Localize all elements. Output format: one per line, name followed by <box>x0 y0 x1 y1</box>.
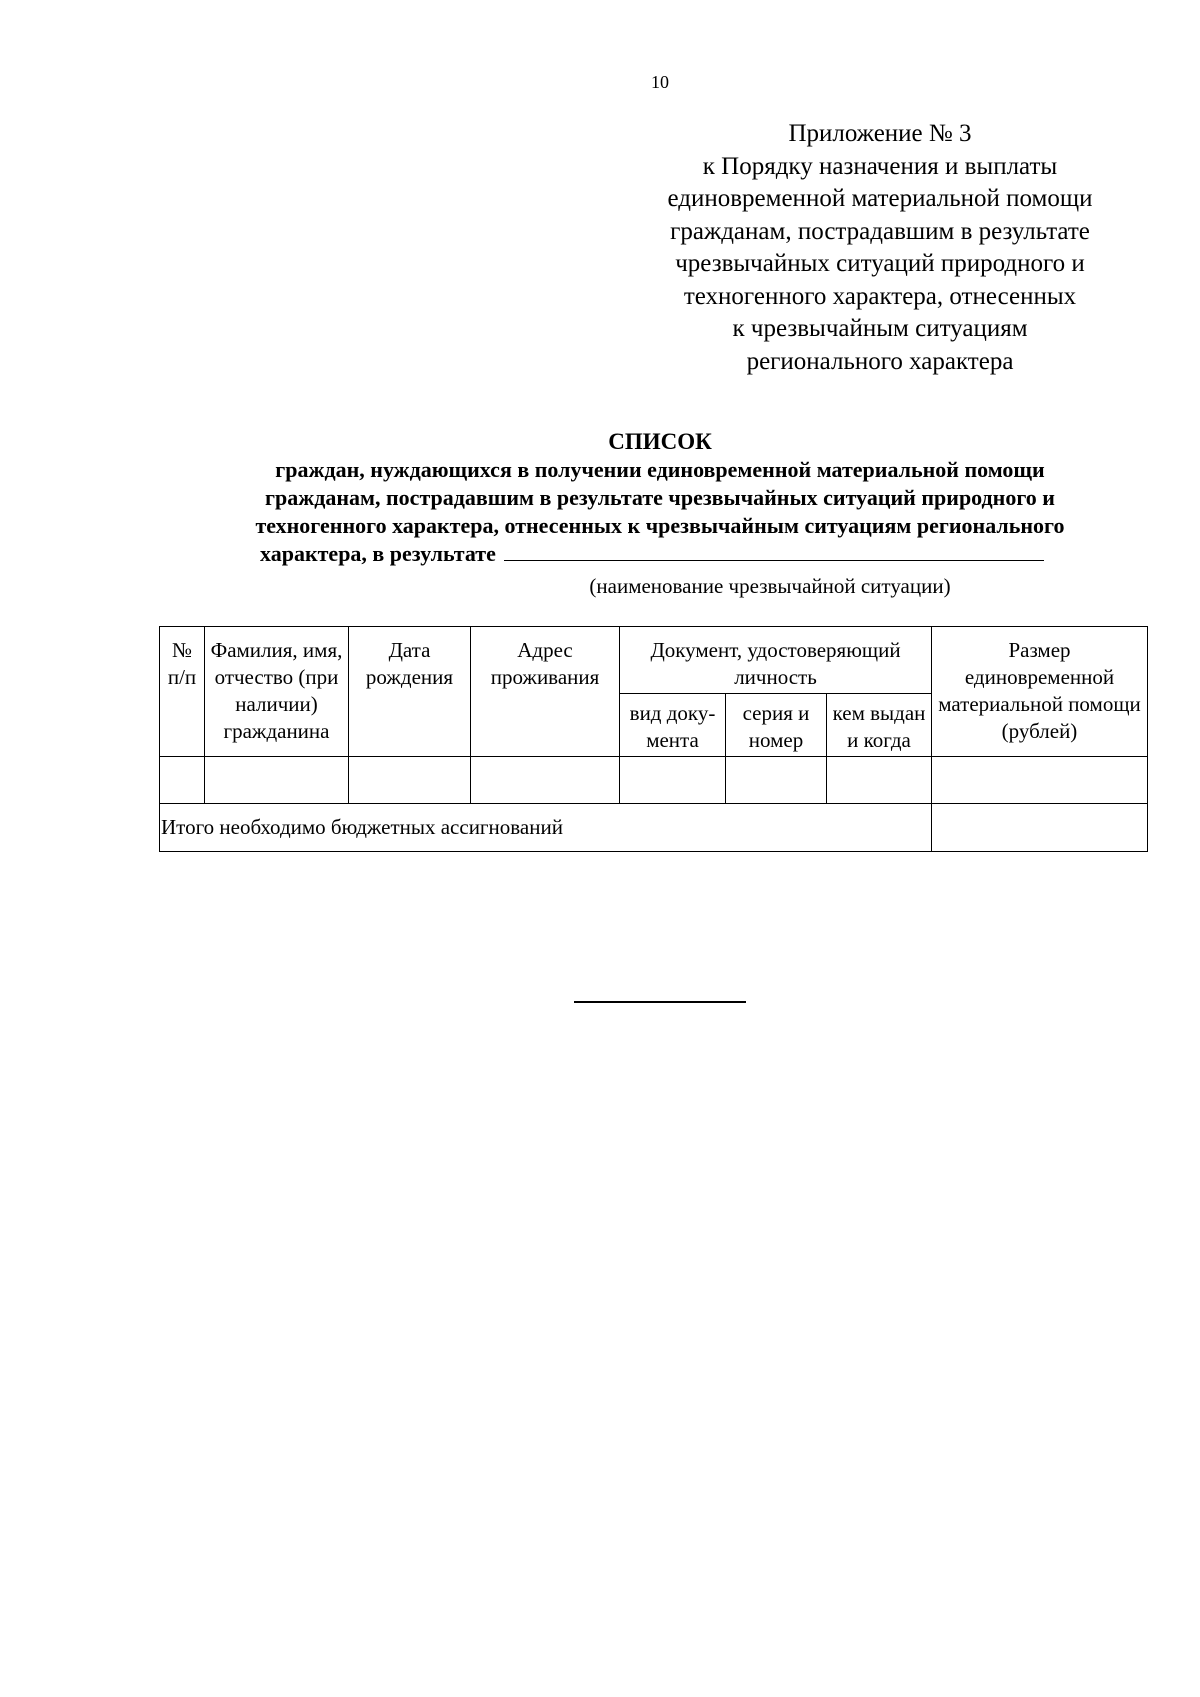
blank-caption: (наименование чрезвычайной ситуации) <box>589 574 951 598</box>
header-doc-type: вид доку-мента <box>620 694 726 757</box>
citizens-table <box>159 626 1148 852</box>
header-amount: Размер единовременной материальной помощи (рублей) <box>932 627 1148 757</box>
appendix-reference <box>600 118 1160 378</box>
header-address: Адрес проживания <box>471 627 620 757</box>
end-rule <box>574 1001 746 1003</box>
header-full-name: Фамилия, имя, отчество (при наличии) гражданина <box>205 627 349 757</box>
appendix-line: техногенного характера, отнесенных <box>683 282 1077 310</box>
title-line: техногенного характера, отнесенных к чрезвычайным ситуациям регионального <box>255 513 1065 538</box>
title-line: характера, в результате <box>260 541 496 566</box>
header-doc-series: серия и номер <box>726 694 827 757</box>
title-line-with-blank <box>160 540 1160 568</box>
title-line: гражданам, пострадавшим в результате чрезвычайных ситуаций природного и <box>265 485 1055 510</box>
cell-amount[interactable] <box>932 757 1148 804</box>
appendix-line: гражданам, пострадавшим в результате <box>670 217 1090 245</box>
appendix-line: чрезвычайных ситуаций природного и <box>675 250 1085 277</box>
header-number: № п/п <box>160 627 205 757</box>
table-total-row <box>160 804 1148 852</box>
cell-doc-type[interactable] <box>620 757 726 804</box>
appendix-line: Приложение № 3 <box>788 120 972 147</box>
header-identity-document: Документ, удостоверяющий личность <box>620 627 932 694</box>
emergency-name-blank[interactable] <box>504 542 1044 561</box>
document-title <box>160 428 1160 568</box>
total-label: Итого необходимо бюджетных ассигнований <box>160 804 932 852</box>
table-row <box>160 757 1148 804</box>
header-doc-issued: кем выдан и когда <box>827 694 932 757</box>
cell-address[interactable] <box>471 757 620 804</box>
appendix-line: регионального характера <box>746 347 1014 375</box>
table-header-row <box>160 627 1148 694</box>
cell-full-name[interactable] <box>205 757 349 804</box>
appendix-line: единовременной материальной помощи <box>667 185 1093 212</box>
cell-doc-issued[interactable] <box>827 757 932 804</box>
page-number: 10 <box>651 72 669 92</box>
title-line: граждан, нуждающихся в получении единовременной материальной помощи <box>275 457 1045 482</box>
cell-birth-date[interactable] <box>349 757 471 804</box>
appendix-line: к чрезвычайным ситуациям <box>732 315 1028 342</box>
title-heading: СПИСОК <box>608 429 712 454</box>
appendix-line: к Порядку назначения и выплаты <box>702 152 1058 180</box>
cell-doc-series[interactable] <box>726 757 827 804</box>
cell-total-amount[interactable] <box>932 804 1148 852</box>
cell-number[interactable] <box>160 757 205 804</box>
header-birth-date: Дата рождения <box>349 627 471 757</box>
